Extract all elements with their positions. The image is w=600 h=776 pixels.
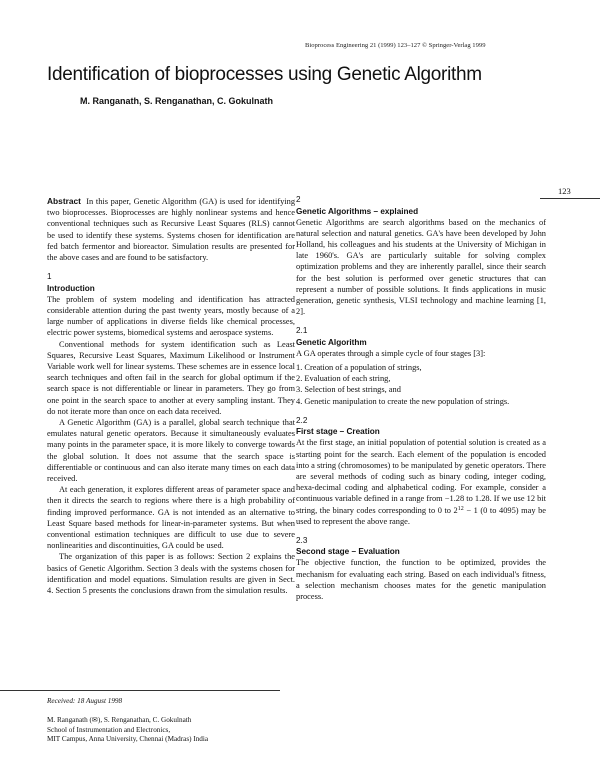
author-affiliation	[47, 716, 208, 745]
ga-paragraph-1: Genetic Algorithms are search algorithms based on the mechanics of natural selection and natural genetics. GA's have been developed by John Holland, his colleagues and his students at the University of Michigan in late 1960's. GA's are particularly suitable for solving complex optimization problems and they are inherently parallel, since their search for the best solution is performed over genetic structures that can represent a number of possible solutions. It finds applications in music generation, genetic synthesis, VLSI technology and machine learning [1, 2].	[296, 217, 546, 317]
abstract-text: In this paper, Genetic Algorithm (GA) is used for identifying two bioprocesses. Bioprocesses are highly nonlinear systems and hence conventional techniques such as Recursive Least Squares (RLS) cannot be used to identify these systems. Systems chosen for identification are fed batch fermentor and bioreactor. Simulation results are presented for the above cases and are found to be satisfactory.	[47, 197, 296, 263]
list-item: 1. Creation of a population of strings,	[296, 363, 422, 373]
section-title-first-stage: First stage – Creation	[296, 427, 380, 437]
page-number: 123	[558, 186, 571, 196]
abstract-label: Abstract	[47, 196, 81, 206]
section-title-second-stage: Second stage – Evaluation	[296, 547, 400, 557]
section-number-first-stage: 2.2	[296, 415, 308, 425]
section-number-intro: 1	[47, 272, 52, 282]
journal-header: Bioprocess Engineering 21 (1999) 123–127 © Springer-Verlag 1999	[305, 42, 486, 49]
paper-title: Identification of bioprocesses using Genetic Algorithm	[47, 64, 482, 85]
ga-stages-list	[296, 362, 546, 407]
intro-paragraph-2: Conventional methods for system identification such as Least Squares, Recursive Least Squares, Maximum Likelihood or Instrument Variable work well for linear systems. These schemes are in essence local search techniques and often fail in the search for global optimum if the search space is not differentiable or linear in parameters. They go from one point in the search space to another at every sampling instant. They do not iterate more than once on each data received.	[47, 339, 295, 416]
section-number-ga: 2	[296, 195, 301, 204]
footnote-rule	[0, 690, 280, 691]
author-list: M. Ranganath, S. Renganathan, C. Gokulnath	[80, 96, 274, 106]
first-stage-text-before: At the first stage, an initial population of potential solution is created as a starting point for the search. Each element of the population is encoded into a string (chromosomes) to be manipulated by genetic operators. There are several methods of coding such as binary coding, integer coding, hexa-decimal coding and alphabetical coding. For example, consider a continuous variable defined in a range from −1.28 to 1.28. If we use 12 bit string, the binary codes corresponding to 0 to 2	[296, 438, 546, 515]
section-number-ga-sub: 2.1	[296, 326, 308, 336]
list-item: 2. Evaluation of each string,	[296, 374, 391, 384]
list-item: 3. Selection of best strings, and	[296, 385, 401, 395]
section-number-second-stage: 2.3	[296, 535, 308, 545]
section-title-ga: Genetic Algorithms – explained	[296, 206, 419, 216]
affiliation-school: School of Instrumentation and Electronics,	[47, 725, 171, 734]
margin-rule	[540, 198, 600, 199]
list-item: 4. Genetic manipulation to create the new population of strings.	[296, 396, 510, 406]
exponent: 12	[457, 505, 464, 512]
right-column	[296, 195, 546, 602]
ga-sub-intro: A GA operates through a simple cycle of four stages [3]:	[296, 348, 486, 358]
first-stage-text-after: − 1 (0 to 4095) may be used to represent the above range.	[296, 505, 547, 526]
intro-paragraph-5: The organization of this paper is as follows: Section 2 explains the basics of Genetic Algorithm. Section 3 deals with the systems chosen for identification and model equations. Simulation results are given in Sect. 4. Section 5 presents the conclusions drawn from the simulation results.	[47, 552, 295, 595]
abstract	[47, 196, 295, 263]
affiliation-campus: MIT Campus, Anna University, Chennai (Madras) India	[47, 735, 209, 744]
affiliation-authors: M. Ranganath (✉), S. Renganathan, C. Gokulnath	[47, 716, 192, 724]
section-title-intro: Introduction	[47, 283, 95, 293]
intro-paragraph-4: At each generation, it explores different areas of parameter space and then it directs the search to regions where there is a high probability of finding improved performance. GA is not intended as an alternative to Least Square based methods for linear-in-parameter systems. But when conventional estimation techniques are difficult to use due to severe nonlinearities and discontinuities, GA could be used.	[47, 485, 295, 551]
first-stage-paragraph	[296, 437, 546, 527]
intro-paragraph-1: The problem of system modeling and identification has attracted considerable attention during the past twenty years, mostly because of a large number of applications in diverse fields like chemical processes, electric power systems, biomedical systems and aerospace systems.	[47, 294, 295, 338]
second-stage-paragraph: The objective function, the function to be optimized, provides the mechanism for evaluating each string. Based on each individual's fitness, a selection mechanism chooses mates for the genetic manipulation process.	[296, 558, 546, 602]
section-title-ga-sub: Genetic Algorithm	[296, 337, 367, 347]
received-date: Received: 18 August 1998	[47, 697, 123, 705]
left-column	[47, 196, 295, 596]
intro-paragraph-3: A Genetic Algorithm (GA) is a parallel, global search technique that emulates natural genetic operators. Because it simultaneously evaluates many points in the parameter space, it is more likely to converge towards the global solution. It does not assume that the search space is differentiable or continuous and can also iterate many times on each data received.	[47, 417, 295, 483]
